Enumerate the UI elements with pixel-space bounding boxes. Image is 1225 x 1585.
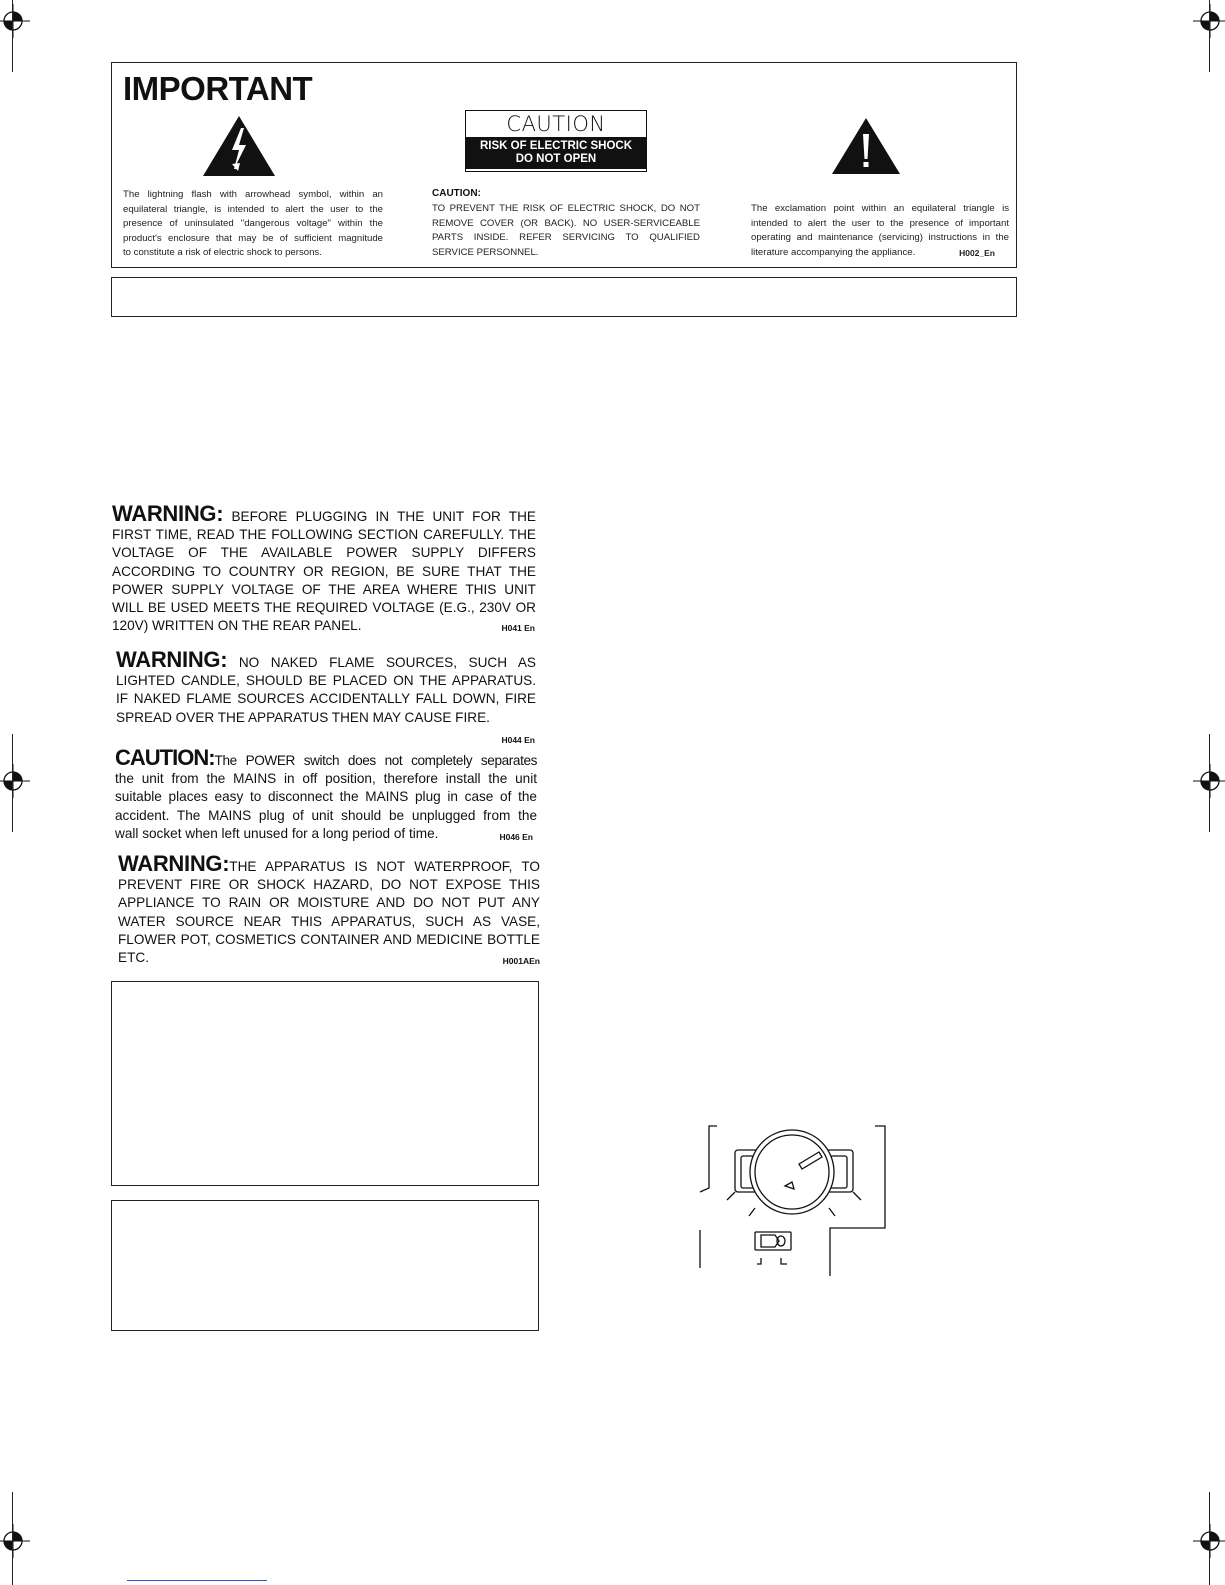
- text-line: accident. The MAINS plug of unit should be unplugged from the: [115, 807, 537, 823]
- text-line: WATER SOURCE NEAR THIS APPARATUS, SUCH AS VASE,: [118, 913, 540, 929]
- warning-keyword: WARNING:: [116, 647, 228, 672]
- notice-box: [111, 277, 1017, 317]
- text-line: ETC.: [118, 950, 149, 966]
- caution-description: [432, 202, 700, 260]
- text-line: SERVICE PERSONNEL.: [432, 246, 539, 258]
- bottom-link-underline: [127, 1580, 267, 1581]
- document-code: H041 En: [501, 623, 535, 634]
- crop-line: [1209, 1492, 1210, 1585]
- text-line: IF NAKED FLAME SOURCES ACCIDENTALLY FALL DOWN, FIRE: [116, 691, 536, 707]
- text-line: intended to alert the user to the presence of important: [751, 217, 1009, 229]
- text-line: wall socket when left unused for a long period of time.: [115, 825, 439, 841]
- warning-keyword: WARNING:: [118, 851, 230, 876]
- text-line: literature accompanying the appliance.: [751, 246, 916, 258]
- caution-label-title: CAUTION: [506, 112, 606, 136]
- warning-first-line: [118, 851, 540, 876]
- registration-mark-icon: [0, 4, 30, 38]
- warning-keyword: CAUTION:: [115, 745, 215, 770]
- warning-keyword: WARNING:: [112, 501, 224, 526]
- caution-label-line: RISK OF ELECTRIC SHOCK: [479, 140, 633, 152]
- text-line: The POWER switch does not completely separates: [214, 753, 537, 768]
- text-line: [115, 825, 537, 843]
- text-line: ACCORDING TO COUNTRY OR REGION, BE SURE THAT THE: [112, 563, 536, 579]
- text-line: APPLIANCE TO RAIN OR MOISTURE AND DO NOT PUT ANY: [118, 895, 540, 911]
- warning-power-supply: [112, 501, 536, 637]
- lightning-triangle-icon: [201, 114, 277, 178]
- text-line: equilateral triangle, is intended to alert the user to the: [123, 203, 383, 215]
- text-line: POWER SUPPLY VOLTAGE OF THE AREA WHERE THIS UNIT: [112, 581, 536, 597]
- text-line: LIGHTED CANDLE, SHOULD BE PLACED ON THE APPARATUS.: [116, 673, 536, 689]
- important-title: IMPORTANT: [123, 70, 313, 107]
- text-line: BEFORE PLUGGING IN THE UNIT FOR THE: [231, 509, 536, 524]
- warning-waterproof: [118, 851, 540, 970]
- crop-line: [1209, 0, 1210, 72]
- lightning-description: [123, 188, 383, 261]
- voltage-selector-diagram: [695, 1120, 895, 1280]
- registration-mark-icon: [0, 1524, 30, 1558]
- text-line: TO PREVENT THE RISK OF ELECTRIC SHOCK, DO NOT: [432, 203, 700, 214]
- caution-heading: CAUTION:: [432, 188, 481, 199]
- text-line: FLOWER POT, COSMETICS CONTAINER AND MEDICINE BOTTLE: [118, 931, 540, 947]
- text-line: THE APPARATUS IS NOT WATERPROOF, TO: [229, 859, 540, 874]
- text-line: [112, 617, 536, 635]
- notice-box: [111, 981, 539, 1186]
- text-line: [118, 949, 540, 967]
- text-line: operating and maintenance (servicing) instructions in the: [751, 232, 1009, 243]
- warning-first-line: [112, 501, 536, 526]
- text-line: [751, 246, 1009, 261]
- text-line: to constitute a risk of electric shock to persons.: [123, 247, 322, 258]
- notice-box: [111, 1200, 539, 1331]
- text-line: VOLTAGE OF THE AVAILABLE POWER SUPPLY DIFFERS: [112, 545, 536, 561]
- document-code: H044 En: [501, 734, 535, 745]
- text-line: The exclamation point within an equilateral triangle is: [751, 203, 1009, 214]
- text-line: product's enclosure that may be of sufficient magnitude: [123, 232, 383, 244]
- text-line: SPREAD OVER THE APPARATUS THEN MAY CAUSE FIRE.: [116, 709, 490, 725]
- warning-naked-flame: [116, 647, 536, 749]
- text-line: FIRST TIME, READ THE FOLLOWING SECTION CAREFULLY. THE: [112, 527, 536, 543]
- crop-line: [12, 1492, 13, 1585]
- text-line: suitable places easy to disconnect the MAINS plug in case of the: [115, 789, 537, 805]
- text-line: the unit from the MAINS in off position, therefore install the unit: [115, 771, 537, 787]
- text-line: The lightning flash with arrowhead symbol, within an: [123, 189, 383, 200]
- caution-label: [465, 110, 647, 172]
- text-line: REMOVE COVER (OR BACK). NO USER-SERVICEABLE: [432, 217, 700, 229]
- registration-mark-icon: [0, 764, 30, 798]
- document-code: H002_En: [959, 247, 995, 258]
- warning-first-line: [115, 745, 537, 770]
- crop-line: [12, 734, 13, 832]
- text-line: 120V) WRITTEN ON THE REAR PANEL.: [112, 618, 362, 634]
- warning-first-line: [116, 647, 536, 672]
- crop-line: [1209, 734, 1210, 832]
- exclamation-triangle-icon: [830, 116, 902, 176]
- crop-line: [12, 0, 13, 72]
- caution-label-warning: [466, 137, 646, 169]
- text-line: PREVENT FIRE OR SHOCK HAZARD, DO NOT EXPOSE THIS: [118, 877, 540, 893]
- exclamation-description: [751, 202, 1009, 260]
- caution-label-line: DO NOT OPEN: [515, 153, 597, 165]
- text-line: NO NAKED FLAME SOURCES, SUCH AS: [238, 655, 536, 670]
- text-line: WILL BE USED MEETS THE REQUIRED VOLTAGE (E.G., 230V OR: [112, 600, 536, 616]
- text-line: PARTS INSIDE. REFER SERVICING TO QUALIFIED: [432, 232, 700, 243]
- document-code: H001AEn: [502, 956, 540, 967]
- text-line: presence of uninsulated "dangerous voltage" within the: [123, 218, 383, 229]
- caution-power-switch: [115, 745, 537, 846]
- code-line: [116, 727, 536, 743]
- document-code: H046 En: [499, 831, 533, 842]
